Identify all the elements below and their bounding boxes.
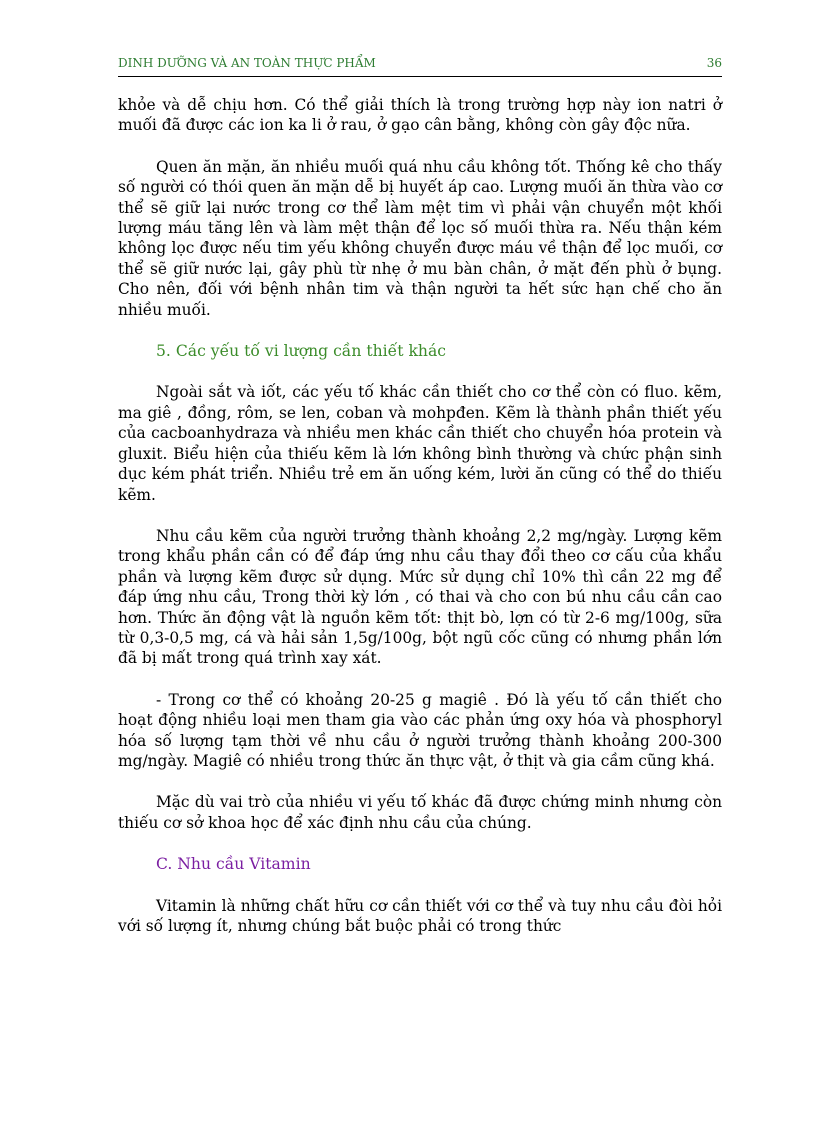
header-title: DINH DƯỠNG VÀ AN TOÀN THỰC PHẨM bbox=[118, 56, 376, 70]
page-number: 36 bbox=[706, 56, 722, 70]
section-heading-trace-elements: 5. Các yếu tố vi lượng cần thiết khác bbox=[156, 342, 446, 361]
paragraph-continuation: khỏe và dễ chịu hơn. Có thể giải thích là trong trường hợp này ion natri ở muối đã được các ion ka li ở rau, ở gạo cân bằng, không còn gây độc nữa. bbox=[118, 96, 722, 135]
paragraph-vitamin: Vitamin là những chất hữu cơ cần thiết với cơ thể và tuy nhu cầu đòi hỏi với số lượng ít, nhưng chúng bắt buộc phải có trong thức bbox=[118, 896, 722, 935]
page-body bbox=[118, 95, 722, 936]
paragraph-zinc: Nhu cầu kẽm của người trưởng thành khoảng 2,2 mg/ngày. Lượng kẽm trong khẩu phần cần có để đáp ứng nhu cầu thay đổi theo cơ cấu của khẩu phần và lượng kẽm được sử dụng. Mức sử dụng chỉ 10% thì cần 22 mg để đáp ứng nhu cầu, Trong thời kỳ lớn , có thai và cho con bú nhu cầu cần cao hơn. Thức ăn động vật là nguồn kẽm tốt: thịt bò, lợn có từ 2-6 mg/100g, sữa từ 0,3-0,5 mg, cá và hải sản 1,5g/100g, bột ngũ cốc cũng có nhưng phần lớn đã bị mất trong quá trình xay xát. bbox=[118, 526, 722, 668]
paragraph-other-elements: Mặc dù vai trò của nhiều vi yếu tố khác đã được chứng minh nhưng còn thiếu cơ sở khoa học để xác định nhu cầu của chúng. bbox=[118, 793, 722, 832]
paragraph-magnesium: - Trong cơ thể có khoảng 20-25 g magiê . Đó là yếu tố cần thiết cho hoạt động nhiều loại men tham gia vào các phản ứng oxy hóa và phosphoryl hóa số lượng tạm thời về nhu cầu ở người trưởng thành khoảng 200-300 mg/ngày. Magiê có nhiều trong thức ăn thực vật, ở thịt và gia cầm cũng khá. bbox=[118, 690, 722, 770]
paragraph-trace-elements: Ngoài sắt và iốt, các yếu tố khác cần thiết cho cơ thể còn có fluo. kẽm, ma giê , đồng, rôm, se len, coban và mohpđen. Kẽm là thành phần thiết yếu của cacboanhydraza và nhiều men khác cần thiết cho chuyển hóa protein và gluxit. Biểu hiện của thiếu kẽm là lớn không bình thường và chức phận sinh dục kém phát triển. Nhiều trẻ em ăn uống kém, lười ăn cũng có thể do thiếu kẽm. bbox=[118, 383, 722, 504]
paragraph-salt: Quen ăn mặn, ăn nhiều muối quá nhu cầu không tốt. Thống kê cho thấy số người có thói quen ăn mặn dễ bị huyết áp cao. Lượng muối ăn thừa vào cơ thể sẽ giữ lại nước trong cơ thể làm mệt tim vì phải vận chuyển một khối lượng máu tăng lên và làm mệt thận để lọc số muối thừa ra. Nếu thận kém không lọc được nếu tim yếu không chuyển được máu về thận để lọc muối, cơ thể sẽ giữ nước lại, gây phù từ nhẹ ở mu bàn chân, ở mặt đến phù ở bụng. Cho nên, đối với bệnh nhân tim và thận người ta hết sức hạn chế cho ăn nhiều muối. bbox=[118, 157, 722, 319]
page-header bbox=[118, 56, 722, 77]
section-heading-vitamin: C. Nhu cầu Vitamin bbox=[156, 855, 311, 874]
